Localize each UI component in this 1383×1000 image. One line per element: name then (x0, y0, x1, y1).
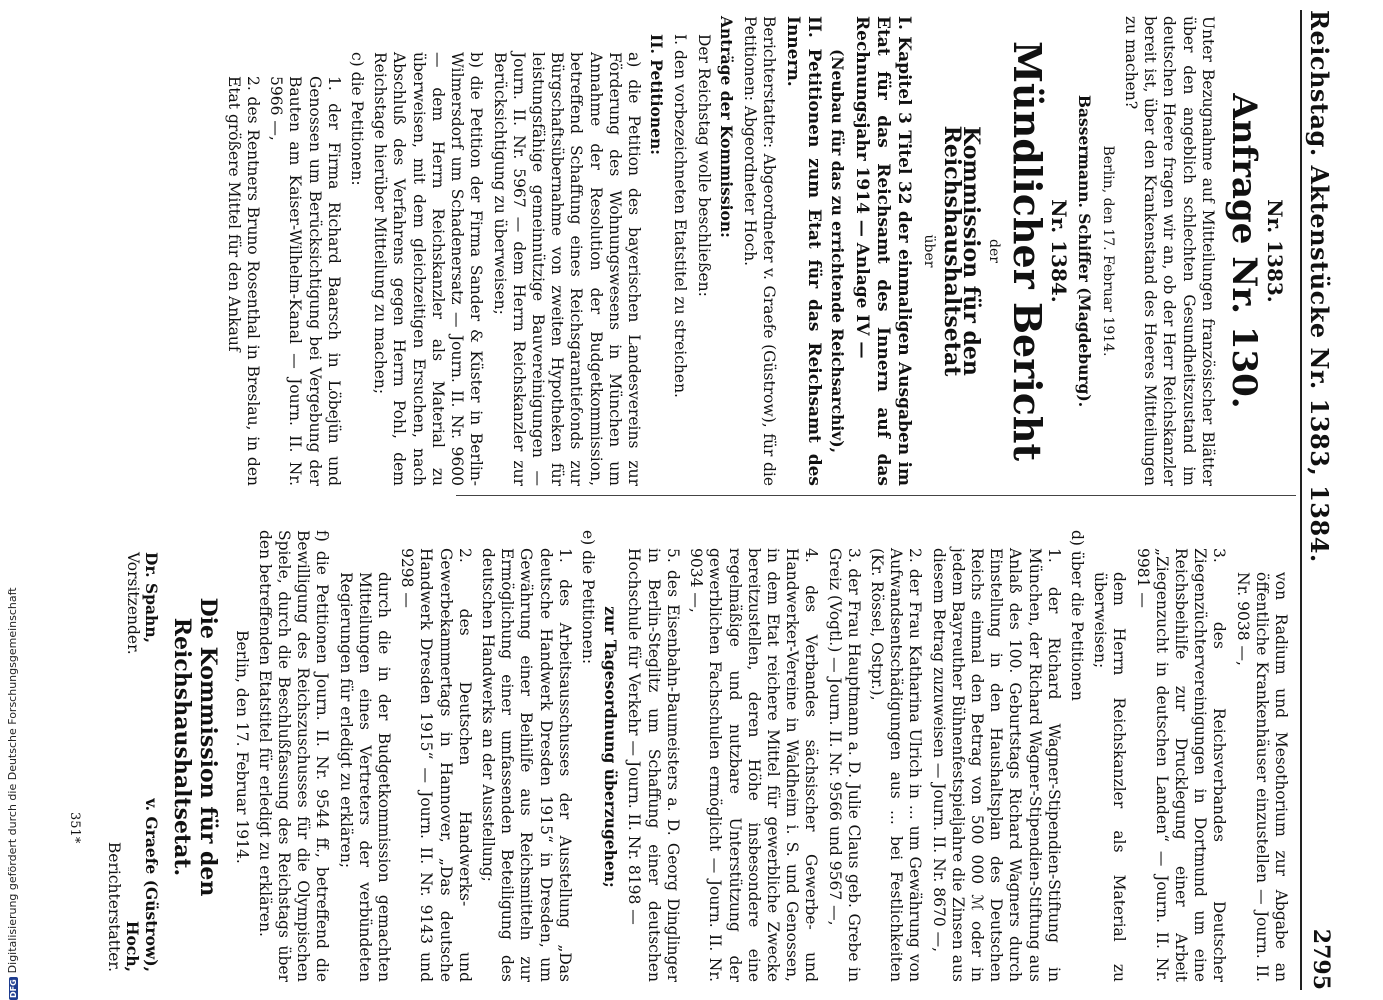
petition-d4: 4. des Verbandes sächsischer Gewerbe- und Handwerker-Vereine in Waldheim i. S. und Genossen, in dem Etat reichere Mittel für gewerbliche Zwecke bereitzustellen, deren Höhe insbesondere eine regelmäßige und nutzbare Unterstützung der gewerblichen Fachschulen ermöglicht — Journ. II. Nr. 9034 —, (687, 548, 821, 982)
reporters-signature (104, 798, 162, 982)
signature-block (104, 512, 162, 982)
header-rule (1300, 10, 1302, 990)
antraege-intro: Der Reichstag wolle beschließen: (694, 34, 713, 297)
digitization-credit (6, 0, 24, 1000)
petition-c: c) die Petitionen: (348, 52, 367, 186)
petition-e-tail: durch die in der Budgetkommission gemachten Mitteilungen eines Vertreters der verbündeten Regierungen für erledigt zu erklären; (336, 572, 394, 982)
page-header (1300, 10, 1340, 990)
chair-role: Vorsitzender. (124, 552, 143, 655)
petition-c1: 1. der Firma Richard Baarsch in Löbejün und Genossen um Berücksichtigung bei Vergebung der Bauten am Kaiser-Wilhelm-Kanal — Journ. II. Nr. 5966 —, (267, 76, 343, 486)
petition-d3: 3. der Frau Hauptmann a. D. Julie Claus geb. Grebe in Greiz (Vogtl.) — Journ. II. Nr. 9566 und 9567 —, (825, 548, 863, 982)
doc2-ueber: über (920, 234, 937, 268)
petition-d-tail: zur Tagesordnung überzugehen; (601, 606, 621, 888)
doc1-title: Anfrage Nr. 130. (1223, 93, 1264, 409)
item-I-sub: (Neubau für das zu errichtende Reichsarchiv), (828, 49, 848, 453)
petition-c3: 3. des Reichsverbandes Deutscher Ziegenzüchtervereinigungen in Dortmund um eine Reichsbeihilfe zur Drucklegung einer Arbeit „Ziegenzucht in deutschen Landen“ — Journ. II. Nr. 9981 — (1133, 548, 1229, 982)
chair-name: Dr. Spahn, (142, 552, 162, 643)
item-I: I. Kapitel 3 Titel 32 der einmaligen Ausgaben im Etat für das Reichsamt des Innern auf das Rechnungsjahr 1914 — Anlage IV — (852, 16, 915, 486)
doc2-number: Nr. 1384. (1047, 199, 1072, 303)
right-column (104, 512, 1290, 982)
doc1-date: Berlin, den 17. Februar 1914. (1099, 145, 1116, 357)
petition-b: b) die Petition der Firma Sander & Küster in Berlin-Wilmersdorf um Schadenersatz — Journ. II. Nr. 9600 — dem Herrn Reichskanzler als Material zu überweisen, mit dem gleichzeitigen Ersuchen, nach Abschluß des Verfahrens gegen Herrn Pohl, dem Reichstage hierüber Mitteilung zu machen; (371, 52, 486, 486)
petition-e2: 2. des Deutschen Handwerks- und Gewerbekammertags in Hannover, „Das deutsche Handwerk Dresden 1915“ — Journ. II. Nr. 9143 und 9298 — (398, 548, 474, 982)
petition-c2: 2. des Rentners Bruno Rosenthal in Breslau, in den Etat größere Mittel für den Ankauf (224, 76, 263, 486)
petition-d5: 5. des Eisenbahn-Baumeisters a. D. Georg Dinglinger in Berlin-Steglitz um Schaffung einer deutschen Hochschule für Verkehr — Journ. II. Nr. 8198 — (625, 548, 682, 982)
reporter-name-1: v. Graefe (Güstrow), (142, 798, 162, 972)
petition-a: a) die Petition des bayerischen Landesvereins zur Förderung des Wohnungswesens in München um Annahme der Resolution der Budgetkommission, betreffend Schaffung eines Reichsgarantiefonds zur Bürgschaftsübernahme von zweiten Hypotheken für leistungsfähige gemeinnützige Bauvereinigungen — Journ. II. Nr. 5967 — dem Herrn Reichskanzler zur Berücksichtigung zu überweisen; (490, 52, 643, 486)
credit-text: Digitalisierung gefördert durch die Deutsche Forschungsgemeinschaft (6, 587, 19, 974)
petition-d1: 1. der Richard Wagner-Stipendien-Stiftung in München, der Richard Wagner-Stipendien-Stiftung aus Anlaß des 100. Geburtstags Richard Wagners durch Einstellung in den Haushaltsplan des Deutschen Reichs einmal den Betrag von 500 000 ℳ oder in jedem Bayreuther Bühnenfestspieljahre die Zinsen aus diesem Betrag zuzuweisen — Journ. II. Nr. 8670 —, (929, 548, 1063, 982)
antrag-I: I. den vorbezeichneten Etatstitel zu streichen. (671, 34, 690, 398)
petition-d-intro: d) über die Petitionen (1067, 530, 1086, 702)
doc2-commission: Kommission für den Reichshaushaltsetat (938, 125, 984, 377)
berichterstatter: Berichterstatter: Abgeordneter v. Graefe (Güstrow), für die Petitionen: Abgeordneter Hoch. (740, 16, 779, 486)
petition-d2: 2. der Frau Katharina Ulrich in ... um Gewährung von Aufwandsentschädigungen aus ... bei Festlichkeiten (Kr. Rössel, Ostpr.), (867, 548, 925, 982)
doc2-der: der (986, 239, 1003, 263)
doc1-number: Nr. 1383. (1263, 199, 1287, 303)
antraege-title: Anträge der Kommission: (716, 16, 736, 238)
petition-c-tail: dem Herrn Reichskanzler als Material zu überweisen; (1091, 572, 1129, 982)
doc1-signers: Bassermann. Schiffer (Magdeburg). (1074, 94, 1094, 408)
petition-e-intro: e) die Petitionen: (579, 530, 598, 665)
commission-signature-title: Die Kommission für den Reichshaushaltsetat. (169, 597, 222, 897)
column-divider (456, 495, 1296, 496)
reporter-name-2: Hoch, (123, 920, 143, 972)
folio-number: 351* (67, 812, 82, 844)
continuation-text: von Radium und Mesothorium zur Abgabe an öffentliche Krankenhäuser einzustellen — Journ. II. Nr. 9038 —, (1233, 572, 1290, 982)
report-date: Berlin, den 17. Februar 1914. (232, 630, 251, 864)
doc1-text: Unter Bezugnahme auf Mitteilungen französischer Blätter über den angeblich schlechten Gesundheitszustand im deutschen Heere fragen wir an, ob der Herr Reichskanzler bereit ist, über den Krankenstand des Heeres Mitteilungen zu machen? (1121, 16, 1217, 486)
dfg-logo-icon: DFG (9, 979, 18, 998)
petition-e1: 1. des Arbeitsausschusses der Ausstellung „Das deutsche Handwerk Dresden 1915“ in Dresden, um Gewährung einer Beihilfe aus Reichsmitteln zur Ermöglichung einer umfassenden Beteiligung des deutschen Handwerks an der Ausstellung; (479, 548, 574, 982)
header-title: Reichstag. Aktenstücke Nr. 1383, 1384. (1305, 10, 1334, 563)
reporters-role: Berichterstatter. (105, 841, 124, 972)
chair-signature (104, 512, 162, 655)
rotated-page-content (40, 0, 1340, 1000)
item-II: II. Petitionen zum Etat für das Reichsamt des Innern. (783, 16, 825, 486)
antrag-II: II. Petitionen: (647, 34, 667, 155)
doc2-title: Mündlicher Bericht (1005, 40, 1051, 462)
petition-f: f) die Petitionen Journ. II. Nr. 9544 ff., betreffend die Bewilligung des Reichszuschusses für die Olympischen Spiele, durch die Beschlußfassung des Reichstags über den betreffenden Etatstitel für erledigt zu erklären. (255, 530, 332, 982)
left-column (220, 16, 1290, 486)
header-page-number: 2795 (1308, 928, 1334, 990)
